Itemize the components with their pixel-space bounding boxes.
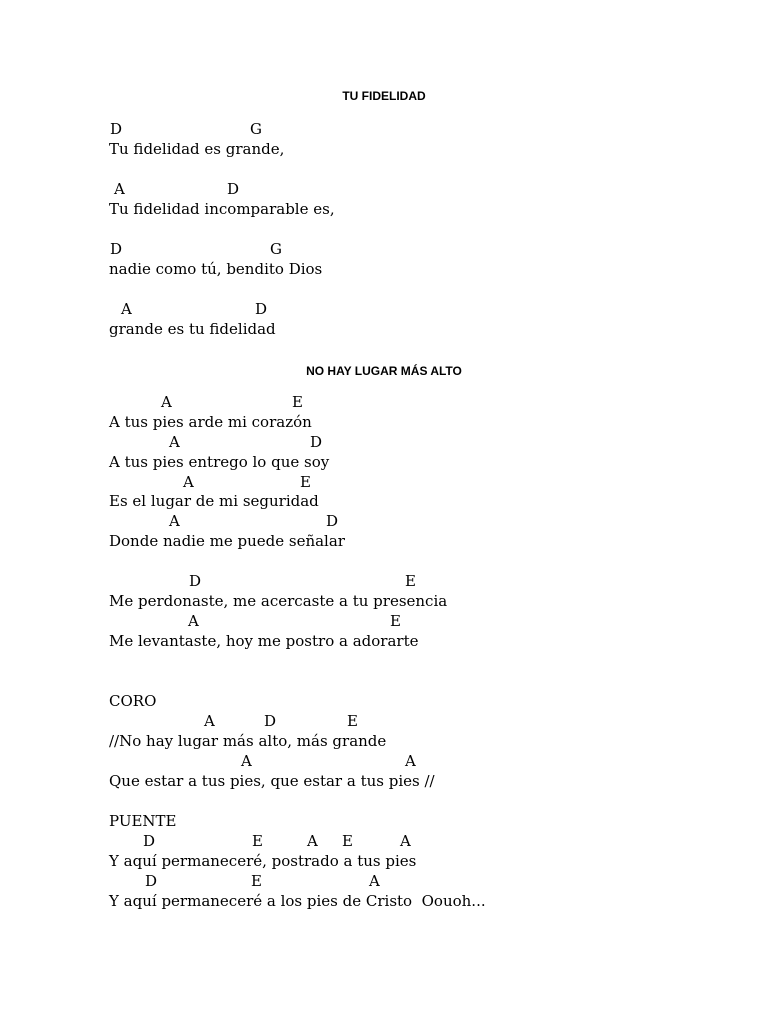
chord: A — [241, 752, 252, 770]
chord: E — [390, 612, 401, 630]
chord: E — [300, 473, 311, 491]
lyric-line: grande es tu fidelidad — [109, 320, 276, 338]
song-title: TU FIDELIDAD — [342, 89, 426, 103]
lyric-line: A tus pies entrego lo que soy — [109, 453, 330, 471]
chord: A — [369, 872, 380, 890]
lyric-line: Tu fidelidad incomparable es, — [109, 200, 335, 218]
section-label-coro: CORO — [109, 692, 157, 710]
chord: D — [255, 300, 268, 318]
song-title: NO HAY LUGAR MÁS ALTO — [306, 364, 462, 378]
lyric-line: Donde nadie me puede señalar — [109, 532, 345, 550]
chord: A — [114, 180, 125, 198]
chord: D — [326, 512, 339, 530]
chord: A — [204, 712, 215, 730]
lyric-line: Y aquí permaneceré, postrado a tus pies — [109, 852, 417, 870]
chord: E — [342, 832, 353, 850]
chord: A — [121, 300, 132, 318]
lyric-line: nadie como tú, bendito Dios — [109, 260, 323, 278]
chord: E — [405, 572, 416, 590]
chord: D — [310, 433, 323, 451]
chord: A — [307, 832, 318, 850]
chord: D — [143, 832, 156, 850]
chord: D — [264, 712, 277, 730]
section-label-puente: PUENTE — [109, 812, 177, 830]
lyric-line: Me perdonaste, me acercaste a tu presencia — [109, 592, 448, 610]
chord: A — [169, 512, 180, 530]
lyric-line: Me levantaste, hoy me postro a adorarte — [109, 632, 419, 650]
chord: A — [161, 393, 172, 411]
chord: E — [251, 872, 262, 890]
chord: A — [405, 752, 416, 770]
chord: E — [292, 393, 303, 411]
chord: A — [400, 832, 411, 850]
chord: A — [169, 433, 180, 451]
chord: G — [250, 120, 262, 138]
chord: A — [188, 612, 199, 630]
chord: D — [145, 872, 158, 890]
chord: G — [270, 240, 282, 258]
lyric-line: //No hay lugar más alto, más grande — [109, 732, 387, 750]
chord: E — [347, 712, 358, 730]
chord: D — [110, 240, 123, 258]
lyric-line: A tus pies arde mi corazón — [109, 413, 312, 431]
chord: A — [183, 473, 194, 491]
lyric-line: Tu fidelidad es grande, — [109, 140, 285, 158]
lyric-line: Y aquí permaneceré a los pies de Cristo Oouoh... — [109, 892, 486, 910]
chord: D — [227, 180, 240, 198]
lyric-line: Que estar a tus pies, que estar a tus pies // — [109, 772, 435, 790]
chord: D — [189, 572, 202, 590]
chord: E — [252, 832, 263, 850]
chord: D — [110, 120, 123, 138]
lyric-line: Es el lugar de mi seguridad — [109, 492, 319, 510]
